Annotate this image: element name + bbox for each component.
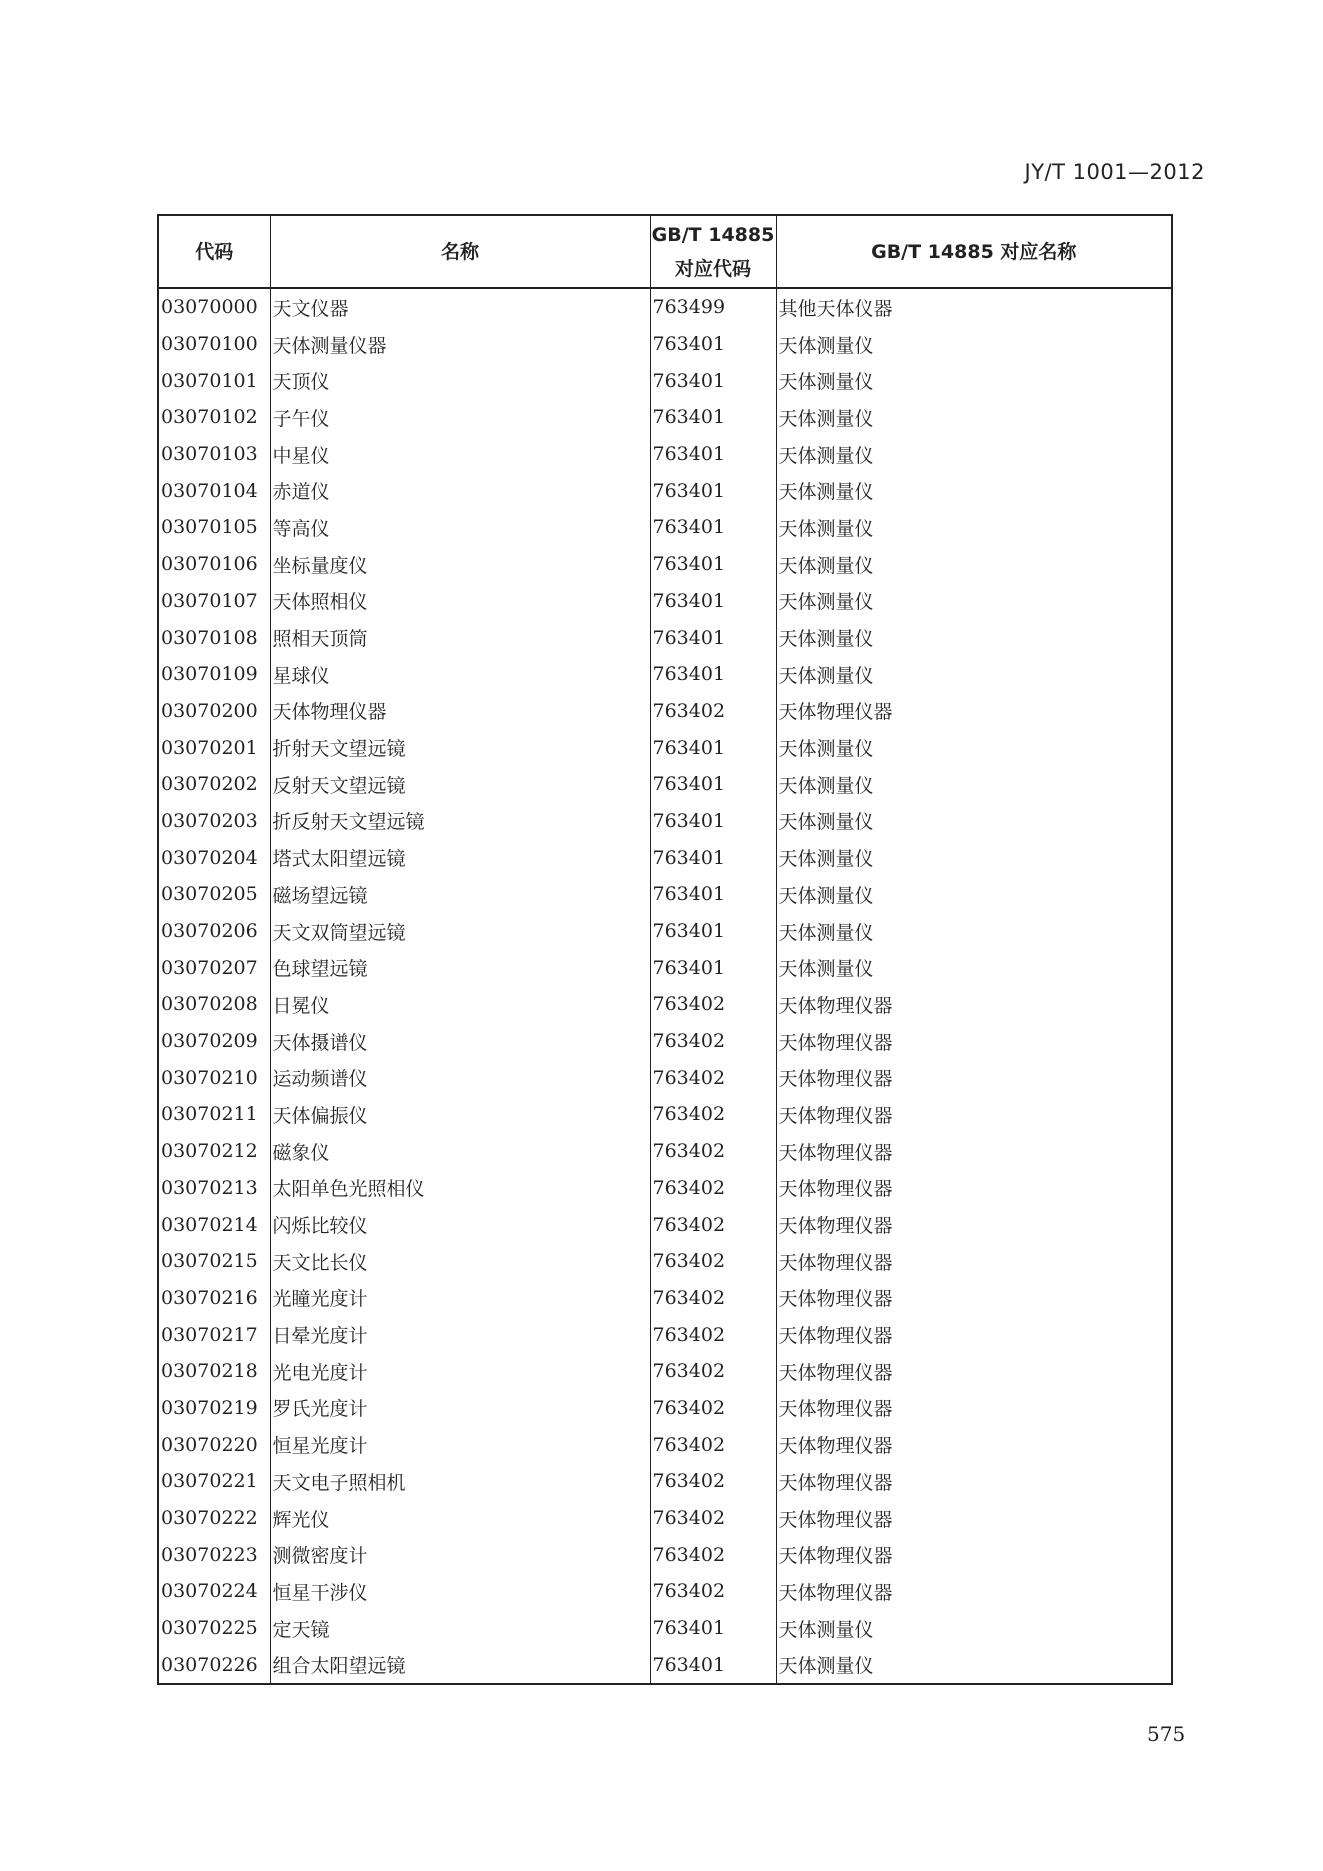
cell-code: 03070105	[158, 509, 270, 546]
cell-name: 等高仪	[270, 509, 650, 546]
cell-code: 03070210	[158, 1059, 270, 1096]
cell-gb-name: 天体测量仪	[776, 619, 1172, 656]
cell-name: 定天镜	[270, 1610, 650, 1647]
cell-gb-name: 天体物理仪器	[776, 1463, 1172, 1500]
table-row	[158, 729, 1172, 766]
cell-code: 03070220	[158, 1426, 270, 1463]
cell-name: 日冕仪	[270, 986, 650, 1023]
cell-name: 照相天顶筒	[270, 619, 650, 656]
cell-code: 03070108	[158, 619, 270, 656]
cell-name: 折反射天文望远镜	[270, 803, 650, 840]
table-row	[158, 1536, 1172, 1573]
cell-name: 子午仪	[270, 399, 650, 436]
cell-gb-name: 天体物理仪器	[776, 1280, 1172, 1317]
cell-gb-name: 天体物理仪器	[776, 1023, 1172, 1060]
cell-gb-name: 天体测量仪	[776, 1646, 1172, 1684]
cell-gb-name: 天体测量仪	[776, 1610, 1172, 1647]
table-row	[158, 1610, 1172, 1647]
cell-name: 闪烁比较仪	[270, 1206, 650, 1243]
cell-code: 03070104	[158, 472, 270, 509]
table-row	[158, 583, 1172, 620]
cell-gb-code: 763402	[650, 1426, 776, 1463]
cell-gb-name: 其他天体仪器	[776, 288, 1172, 326]
cell-code: 03070201	[158, 729, 270, 766]
cell-gb-name: 天体物理仪器	[776, 1170, 1172, 1207]
cell-gb-code: 763401	[650, 1646, 776, 1684]
cell-code: 03070103	[158, 436, 270, 473]
cell-code: 03070204	[158, 839, 270, 876]
table-row	[158, 1353, 1172, 1390]
table-row	[158, 839, 1172, 876]
cell-gb-name: 天体物理仪器	[776, 1243, 1172, 1280]
cell-gb-code: 763402	[650, 1280, 776, 1317]
cell-name: 天顶仪	[270, 362, 650, 399]
table-row	[158, 766, 1172, 803]
cell-code: 03070223	[158, 1536, 270, 1573]
table-row	[158, 949, 1172, 986]
cell-gb-name: 天体测量仪	[776, 729, 1172, 766]
table-row	[158, 1390, 1172, 1427]
cell-name: 天体物理仪器	[270, 693, 650, 730]
table-row	[158, 1023, 1172, 1060]
cell-gb-name: 天体测量仪	[776, 472, 1172, 509]
cell-gb-code: 763402	[650, 1170, 776, 1207]
page-number: 575	[1147, 1722, 1186, 1746]
cell-gb-name: 天体测量仪	[776, 436, 1172, 473]
cell-gb-name: 天体测量仪	[776, 656, 1172, 693]
cell-code: 03070213	[158, 1170, 270, 1207]
cell-name: 天体照相仪	[270, 583, 650, 620]
cell-gb-code: 763401	[650, 436, 776, 473]
cell-gb-name: 天体物理仪器	[776, 986, 1172, 1023]
cell-name: 磁场望远镜	[270, 876, 650, 913]
cell-code: 03070224	[158, 1573, 270, 1610]
cell-name: 色球望远镜	[270, 949, 650, 986]
table-row	[158, 1573, 1172, 1610]
cell-name: 光瞳光度计	[270, 1280, 650, 1317]
cell-gb-code: 763401	[650, 546, 776, 583]
cell-name: 天体偏振仪	[270, 1096, 650, 1133]
cell-gb-code: 763402	[650, 1573, 776, 1610]
cell-name: 塔式太阳望远镜	[270, 839, 650, 876]
table-header	[158, 215, 1172, 288]
cell-gb-name: 天体物理仪器	[776, 1206, 1172, 1243]
cell-code: 03070222	[158, 1500, 270, 1537]
cell-code: 03070208	[158, 986, 270, 1023]
cell-name: 天体测量仪器	[270, 326, 650, 363]
cell-gb-code: 763402	[650, 1316, 776, 1353]
table-row	[158, 619, 1172, 656]
cell-gb-code: 763401	[650, 803, 776, 840]
table-row	[158, 1280, 1172, 1317]
cell-gb-name: 天体物理仪器	[776, 1316, 1172, 1353]
cell-gb-name: 天体物理仪器	[776, 1536, 1172, 1573]
cell-gb-name: 天体测量仪	[776, 949, 1172, 986]
cell-gb-code: 763401	[650, 619, 776, 656]
table-row	[158, 1500, 1172, 1537]
cell-name: 组合太阳望远镜	[270, 1646, 650, 1684]
classification-table	[157, 214, 1173, 1685]
table-row	[158, 876, 1172, 913]
cell-name: 磁象仪	[270, 1133, 650, 1170]
cell-code: 03070109	[158, 656, 270, 693]
col-header-gb-code	[650, 215, 776, 288]
cell-gb-code: 763402	[650, 1133, 776, 1170]
cell-code: 03070203	[158, 803, 270, 840]
cell-gb-name: 天体测量仪	[776, 766, 1172, 803]
table-row	[158, 326, 1172, 363]
cell-code: 03070226	[158, 1646, 270, 1684]
cell-gb-code: 763402	[650, 1500, 776, 1537]
cell-name: 折射天文望远镜	[270, 729, 650, 766]
col-header-code: 代码	[158, 215, 270, 288]
cell-code: 03070219	[158, 1390, 270, 1427]
cell-code: 03070221	[158, 1463, 270, 1500]
cell-code: 03070209	[158, 1023, 270, 1060]
cell-gb-name: 天体物理仪器	[776, 1353, 1172, 1390]
cell-code: 03070107	[158, 583, 270, 620]
table-row	[158, 288, 1172, 326]
col-header-gb-code-line1: GB/T 14885	[651, 223, 775, 246]
cell-gb-code: 763401	[650, 766, 776, 803]
cell-gb-code: 763401	[650, 729, 776, 766]
cell-gb-name: 天体测量仪	[776, 546, 1172, 583]
table-row	[158, 656, 1172, 693]
cell-name: 罗氏光度计	[270, 1390, 650, 1427]
cell-code: 03070207	[158, 949, 270, 986]
table-row	[158, 1206, 1172, 1243]
cell-code: 03070206	[158, 913, 270, 950]
cell-gb-code: 763401	[650, 656, 776, 693]
table-row	[158, 1096, 1172, 1133]
table-row	[158, 1243, 1172, 1280]
cell-gb-code: 763401	[650, 839, 776, 876]
table-row	[158, 546, 1172, 583]
cell-gb-name: 天体测量仪	[776, 326, 1172, 363]
table-row	[158, 399, 1172, 436]
cell-gb-code: 763401	[650, 509, 776, 546]
table-row	[158, 1463, 1172, 1500]
cell-gb-name: 天体测量仪	[776, 913, 1172, 950]
table-row	[158, 803, 1172, 840]
cell-name: 运动频谱仪	[270, 1059, 650, 1096]
cell-name: 反射天文望远镜	[270, 766, 650, 803]
cell-gb-name: 天体物理仪器	[776, 1500, 1172, 1537]
cell-code: 03070212	[158, 1133, 270, 1170]
cell-gb-name: 天体测量仪	[776, 839, 1172, 876]
cell-gb-name: 天体测量仪	[776, 509, 1172, 546]
cell-gb-code: 763401	[650, 876, 776, 913]
cell-code: 03070202	[158, 766, 270, 803]
table-row	[158, 1426, 1172, 1463]
cell-name: 光电光度计	[270, 1353, 650, 1390]
cell-name: 辉光仪	[270, 1500, 650, 1537]
cell-gb-code: 763402	[650, 1353, 776, 1390]
table-row	[158, 986, 1172, 1023]
table-row	[158, 362, 1172, 399]
cell-code: 03070000	[158, 288, 270, 326]
cell-code: 03070101	[158, 362, 270, 399]
cell-gb-code: 763402	[650, 1390, 776, 1427]
cell-gb-code: 763402	[650, 1059, 776, 1096]
cell-gb-code: 763402	[650, 693, 776, 730]
cell-name: 坐标量度仪	[270, 546, 650, 583]
table-row	[158, 509, 1172, 546]
cell-code: 03070216	[158, 1280, 270, 1317]
cell-code: 03070205	[158, 876, 270, 913]
cell-gb-code: 763401	[650, 1610, 776, 1647]
cell-gb-name: 天体物理仪器	[776, 1059, 1172, 1096]
table-row	[158, 436, 1172, 473]
header-row	[158, 215, 1172, 288]
table-row	[158, 913, 1172, 950]
cell-name: 太阳单色光照相仪	[270, 1170, 650, 1207]
cell-name: 天文电子照相机	[270, 1463, 650, 1500]
cell-gb-code: 763402	[650, 1536, 776, 1573]
table-row	[158, 693, 1172, 730]
cell-gb-name: 天体测量仪	[776, 876, 1172, 913]
col-header-gb-name: GB/T 14885 对应名称	[776, 215, 1172, 288]
cell-code: 03070214	[158, 1206, 270, 1243]
cell-name: 天体摄谱仪	[270, 1023, 650, 1060]
cell-gb-code: 763401	[650, 472, 776, 509]
cell-code: 03070106	[158, 546, 270, 583]
cell-name: 星球仪	[270, 656, 650, 693]
cell-gb-name: 天体物理仪器	[776, 1096, 1172, 1133]
table-row	[158, 1316, 1172, 1353]
table-row	[158, 1133, 1172, 1170]
cell-gb-name: 天体物理仪器	[776, 693, 1172, 730]
cell-code: 03070217	[158, 1316, 270, 1353]
cell-gb-code: 763499	[650, 288, 776, 326]
cell-name: 天文比长仪	[270, 1243, 650, 1280]
table-row	[158, 1059, 1172, 1096]
cell-gb-code: 763402	[650, 1023, 776, 1060]
col-header-name: 名称	[270, 215, 650, 288]
cell-code: 03070211	[158, 1096, 270, 1133]
cell-gb-name: 天体测量仪	[776, 803, 1172, 840]
table-row	[158, 1646, 1172, 1684]
cell-gb-code: 763402	[650, 1206, 776, 1243]
cell-gb-code: 763401	[650, 326, 776, 363]
cell-name: 测微密度计	[270, 1536, 650, 1573]
cell-code: 03070102	[158, 399, 270, 436]
cell-gb-code: 763402	[650, 1243, 776, 1280]
cell-name: 中星仪	[270, 436, 650, 473]
cell-name: 日晕光度计	[270, 1316, 650, 1353]
cell-code: 03070200	[158, 693, 270, 730]
table-body	[158, 288, 1172, 1684]
cell-gb-name: 天体测量仪	[776, 399, 1172, 436]
cell-gb-name: 天体物理仪器	[776, 1573, 1172, 1610]
cell-name: 恒星干涉仪	[270, 1573, 650, 1610]
cell-gb-name: 天体测量仪	[776, 362, 1172, 399]
classification-table-container	[157, 214, 1171, 1685]
col-header-gb-code-line2: 对应代码	[674, 257, 751, 280]
cell-gb-code: 763402	[650, 1463, 776, 1500]
cell-gb-code: 763402	[650, 1096, 776, 1133]
cell-code: 03070215	[158, 1243, 270, 1280]
cell-gb-name: 天体物理仪器	[776, 1133, 1172, 1170]
cell-name: 天文双筒望远镜	[270, 913, 650, 950]
cell-gb-code: 763401	[650, 913, 776, 950]
cell-code: 03070100	[158, 326, 270, 363]
cell-gb-code: 763401	[650, 949, 776, 986]
cell-gb-name: 天体物理仪器	[776, 1390, 1172, 1427]
cell-gb-name: 天体物理仪器	[776, 1426, 1172, 1463]
cell-gb-code: 763401	[650, 362, 776, 399]
cell-name: 天文仪器	[270, 288, 650, 326]
standard-code-header: JY/T 1001—2012	[1024, 160, 1205, 184]
table-row	[158, 472, 1172, 509]
cell-gb-code: 763402	[650, 986, 776, 1023]
cell-gb-name: 天体测量仪	[776, 583, 1172, 620]
cell-name: 赤道仪	[270, 472, 650, 509]
cell-gb-code: 763401	[650, 399, 776, 436]
cell-gb-code: 763401	[650, 583, 776, 620]
cell-code: 03070218	[158, 1353, 270, 1390]
cell-code: 03070225	[158, 1610, 270, 1647]
cell-name: 恒星光度计	[270, 1426, 650, 1463]
table-row	[158, 1170, 1172, 1207]
